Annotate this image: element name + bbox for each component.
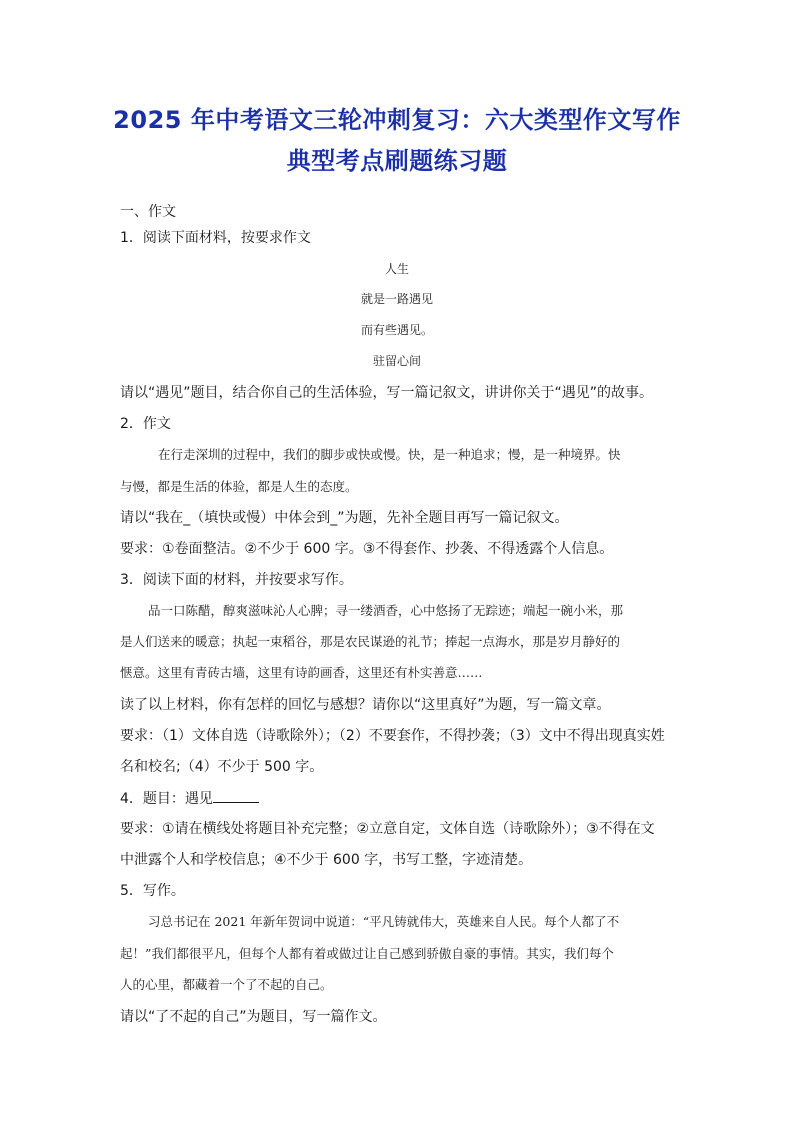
question-2-material-line: 与慢，都是生活的体验，都是人生的态度。 <box>120 479 358 494</box>
question-5-material-line: 起！”我们都很平凡，但每个人都有着或做过让自己感到骄傲自豪的事情。其实，我们每个 <box>120 946 614 961</box>
document-title-line-2: 典型考点刷题练习题 <box>286 147 508 175</box>
title-blank-line <box>213 788 259 803</box>
question-3-requirements: 名和校名;（4）不少于 500 字。 <box>120 759 324 775</box>
question-5-material-line: 人的心里，都藏着一个了不起的自己。 <box>120 977 333 992</box>
question-4-requirements: 要求：①请在横线处将题目补充完整；②立意自定，文体自选（诗歌除外）；③不得在文 <box>120 821 655 837</box>
poem-line: 而有些遇见。 <box>360 323 433 337</box>
section-heading: 一、作文 <box>120 204 176 220</box>
question-3-material-line: 惬意。这里有青砖古墙，这里有诗韵画香，这里还有朴实善意…… <box>120 665 483 680</box>
question-3-material-line: 品一口陈醋，醇爽滋味沁人心脾；寻一缕酒香，心中悠扬了无踪迹；端起一碗小米，那 <box>148 603 624 618</box>
question-5-task: 请以“了不起的自己”为题目，写一篇作文。 <box>120 1009 387 1025</box>
poem-line: 人生 <box>384 262 409 276</box>
question-3-task: 读了以上材料，你有怎样的回忆与感想？请你以“这里真好”为题，写一篇文章。 <box>120 697 611 713</box>
question-5-heading: 5．写作。 <box>120 883 185 899</box>
question-3-heading: 3．阅读下面的材料，并按要求写作。 <box>120 572 353 588</box>
poem-line: 就是一路遇见 <box>360 292 433 306</box>
question-2-requirements: 要求：①卷面整洁。②不少于 600 字。③不得套作、抄袭、不得透露个人信息。 <box>120 541 614 557</box>
question-4-requirements: 中泄露个人和学校信息；④不少于 600 字，书写工整，字迹清楚。 <box>120 852 533 868</box>
poem-line: 驻留心间 <box>372 354 421 368</box>
document-title-line-1: 2025 年中考语文三轮冲刺复习：六大类型作文写作 <box>113 106 681 134</box>
question-3-material-line: 是人们送来的暖意；执起一束稻谷，那是农民谋逊的礼节；捧起一点海水，那是岁月静好的 <box>120 634 621 649</box>
question-2-material-line: 在行走深圳的过程中，我们的脚步或快或慢。快，是一种追求；慢，是一种境界。快 <box>158 447 621 462</box>
question-2-heading: 2．作文 <box>120 416 171 432</box>
question-3-requirements: 要求：（1）文体自选（诗歌除外）；（2）不要套作，不得抄袭；（3）文中不得出现真实姓 <box>120 728 665 744</box>
question-5-material-line: 习总书记在 2021 年新年贺词中说道：“平凡铸就伟大，英雄来自人民。每个人都了不 <box>148 914 620 929</box>
question-4-heading <box>120 788 259 809</box>
question-4-heading-text: 4．题目：遇见 <box>120 791 213 807</box>
question-1-task: 请以“遇见”题目，结合你自己的生活体验，写一篇记叙文，讲讲你关于“遇见”的故事。 <box>120 385 654 401</box>
question-2-task: 请以“我在_（填快或慢）中体会到_”为题，先补全题目再写一篇记叙文。 <box>120 510 569 526</box>
question-1-heading: 1．阅读下面材料，按要求作文 <box>120 230 311 246</box>
